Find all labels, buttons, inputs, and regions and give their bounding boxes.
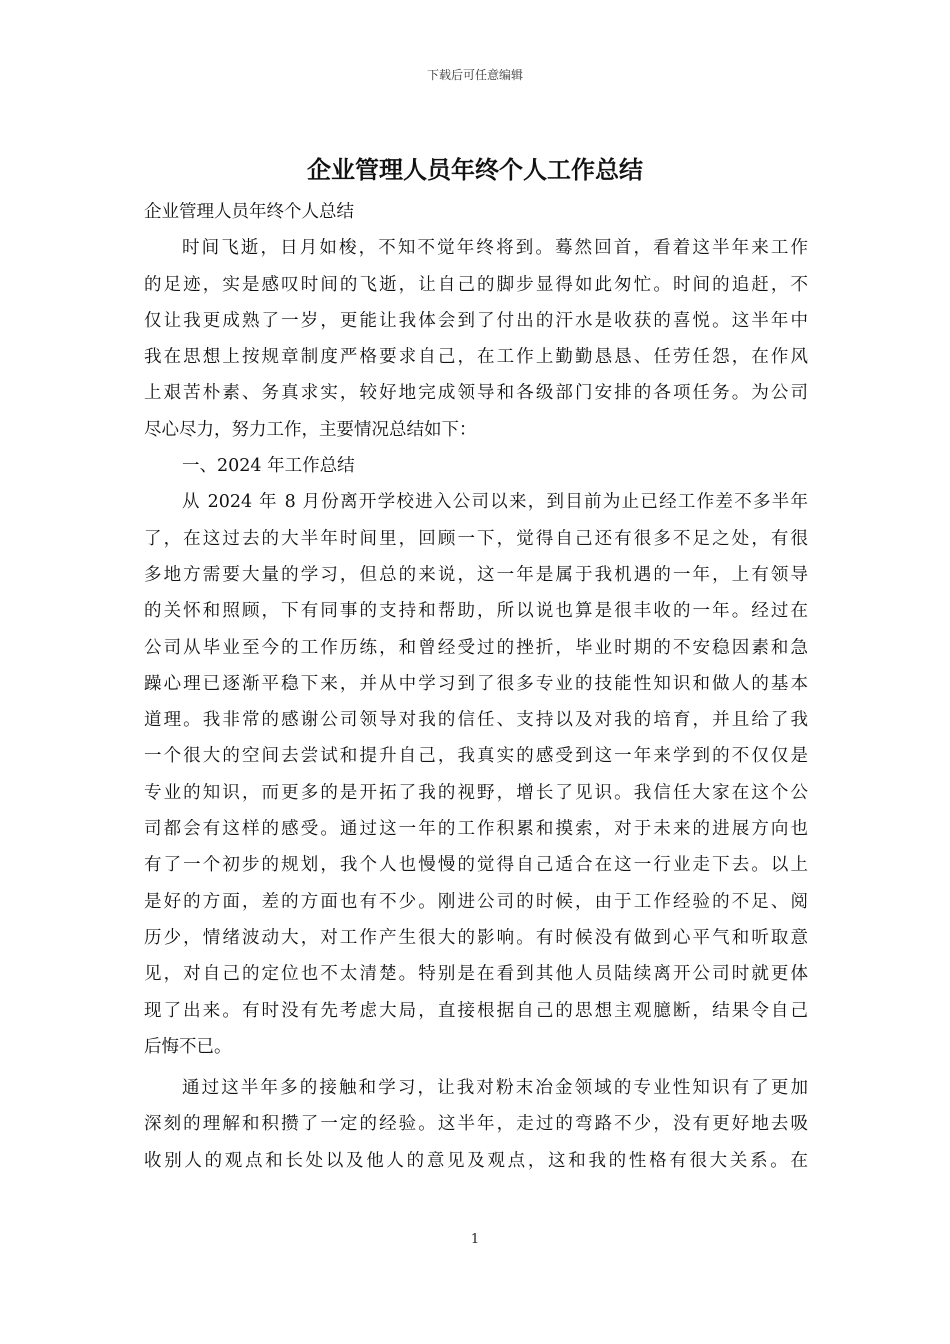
paragraph-line: 一个很大的空间去尝试和提升自己，我真实的感受到这一年来学到的不仅仅是 xyxy=(144,746,808,767)
header-note: 下载后可任意编辑 xyxy=(426,68,523,82)
paragraph-line: 深刻的理解和积攒了一定的经验。这半年，走过的弯路不少，没有更好地去吸 xyxy=(144,1114,808,1135)
paragraph-line: 仅让我更成熟了一岁，更能让我体会到了付出的汗水是收获的喜悦。这半年中 xyxy=(144,310,808,331)
paragraph-line: 后悔不已。 xyxy=(144,1036,232,1057)
paragraph-line: 通过这半年多的接触和学习，让我对粉末冶金领域的专业性知识有了更加 xyxy=(182,1078,808,1099)
paragraph-line: 躁心理已逐渐平稳下来，并从中学习到了很多专业的技能性知识和做人的基本 xyxy=(144,673,808,694)
paragraph-line: 道理。我非常的感谢公司领导对我的信任、支持以及对我的培育，并且给了我 xyxy=(144,710,808,731)
paragraph-line: 多地方需要大量的学习，但总的来说，这一年是属于我机遇的一年，上有领导 xyxy=(144,564,808,585)
document-title: 企业管理人员年终个人工作总结 xyxy=(307,155,643,184)
paragraph-line: 历少，情绪波动大，对工作产生很大的影响。有时候没有做到心平气和听取意 xyxy=(144,927,808,948)
paragraph-line: 公司从毕业至今的工作历练，和曾经受过的挫折，毕业时期的不安稳因素和急 xyxy=(144,637,808,658)
paragraph-line: 时间飞逝，日月如梭，不知不觉年终将到。蓦然回首，看着这半年来工作 xyxy=(182,238,808,259)
paragraph-line: 专业的知识，而更多的是开拓了我的视野，增长了见识。我信任大家在这个公 xyxy=(144,782,808,803)
paragraph-line: 司都会有这样的感受。通过这一年的工作积累和摸索，对于未来的进展方向也 xyxy=(144,819,808,840)
page-number: 1 xyxy=(470,1232,480,1247)
paragraph-line: 收别人的观点和长处以及他人的意见及观点，这和我的性格有很大关系。在 xyxy=(144,1150,808,1171)
paragraph-line: 有了一个初步的规划，我个人也慢慢的觉得自己适合在这一行业走下去。以上 xyxy=(144,855,808,876)
document-body xyxy=(144,194,808,1179)
paragraph-line: 是好的方面，差的方面也有不少。刚进公司的时候，由于工作经验的不足、阅 xyxy=(144,891,808,912)
paragraph-line: 从 2024 年 8 月份离开学校进入公司以来，到目前为止已经工作差不多半年 xyxy=(182,492,808,513)
paragraph-line: 尽心尽力，努力工作，主要情况总结如下： xyxy=(144,419,477,440)
paragraph-line: 我在思想上按规章制度严格要求自己，在工作上勤勤恳恳、任劳任怨，在作风 xyxy=(144,347,808,368)
paragraph-line: 上艰苦朴素、务真求实，较好地完成领导和各级部门安排的各项任务。为公司 xyxy=(144,383,808,404)
paragraph-line: 的足迹，实是感叹时间的飞逝，让自己的脚步显得如此匆忙。时间的追赶，不 xyxy=(144,274,808,295)
paragraph-line: 了，在这过去的大半年时间里，回顾一下，觉得自己还有很多不足之处，有很 xyxy=(144,528,808,549)
paragraph-line: 见，对自己的定位也不太清楚。特别是在看到其他人员陆续离开公司时就更体 xyxy=(144,964,808,985)
subtitle-line: 企业管理人员年终个人总结 xyxy=(144,202,354,222)
paragraph-line: 现了出来。有时没有先考虑大局，直接根据自己的思想主观臆断，结果令自己 xyxy=(144,1000,808,1021)
section-heading: 一、2024 年工作总结 xyxy=(182,456,355,477)
paragraph-line: 的关怀和照顾，下有同事的支持和帮助，所以说也算是很丰收的一年。经过在 xyxy=(144,601,808,622)
